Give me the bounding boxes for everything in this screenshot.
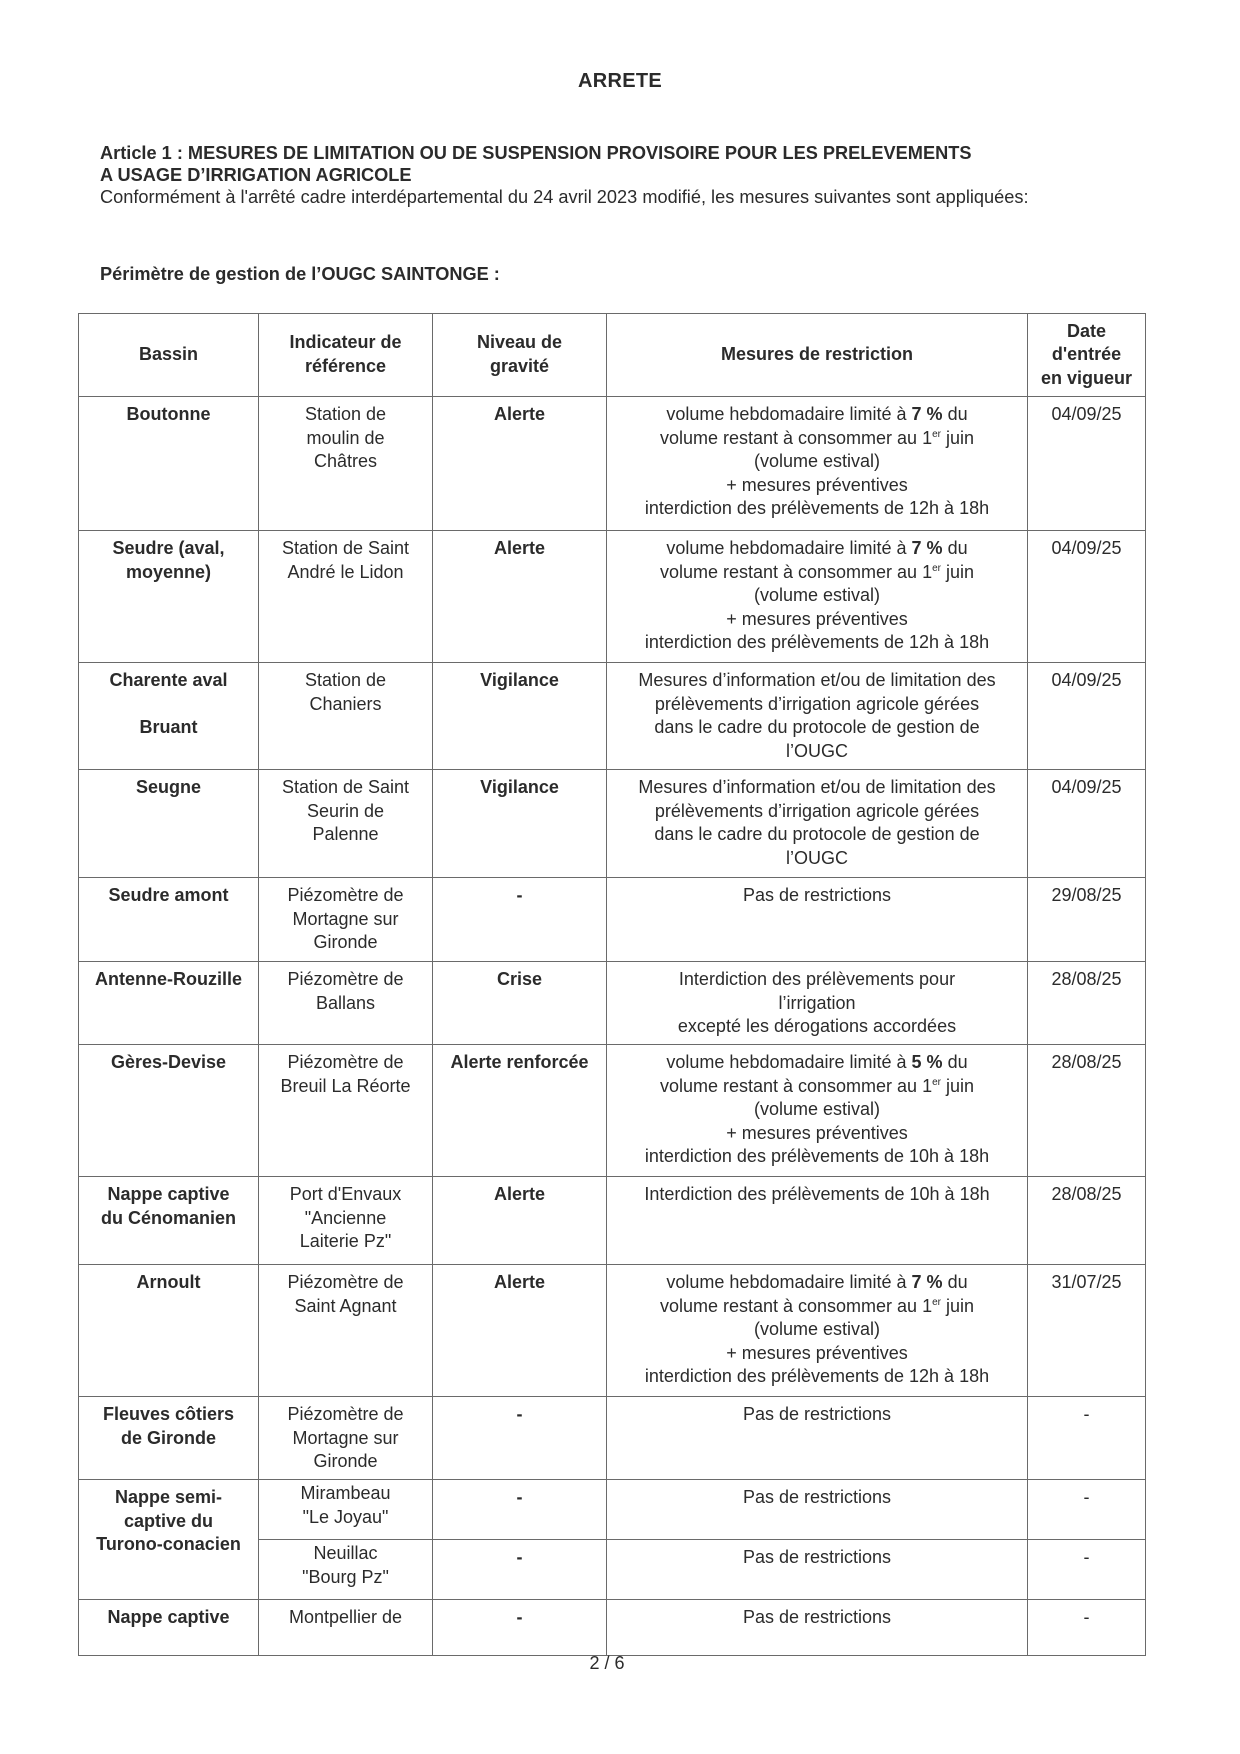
cell-mesures: volume hebdomadaire limité à 7 % du volume restant à consommer au 1er juin (volume estival) + mesures préventives interdiction des prélèvements de 12h à 18h [607,397,1028,531]
cell-bassin: Seudre (aval, moyenne) [79,531,259,663]
cell-niveau: - [433,1397,607,1480]
cell-niveau: - [433,878,607,962]
cell-mesures: volume hebdomadaire limité à 7 % du volume restant à consommer au 1er juin (volume estival) + mesures préventives interdiction des prélèvements de 12h à 18h [607,1265,1028,1397]
cell-bassin: Seudre amont [79,878,259,962]
cell-niveau: - [433,1600,607,1656]
table-row [79,1045,1146,1177]
cell-indicateur: Station de Chaniers [259,663,433,770]
header-niveau: Niveau de gravité [433,314,607,397]
cell-mesures: Pas de restrictions [607,1397,1028,1480]
document-title: ARRETE [577,70,663,92]
cell-bassin: Nappe semi- captive du Turono-conacien [79,1480,259,1600]
cell-bassin: Antenne-Rouzille [79,962,259,1045]
cell-niveau: Alerte [433,1177,607,1265]
restriction-table [78,313,1146,1656]
cell-indicateur: Piézomètre de Saint Agnant [259,1265,433,1397]
table-row [79,878,1146,962]
table-header-row [79,314,1146,397]
cell-mesures: Pas de restrictions [607,1540,1028,1600]
table-row [79,1600,1146,1656]
cell-date: 28/08/25 [1028,1177,1146,1265]
table-row [79,1480,1146,1540]
cell-date: 28/08/25 [1028,962,1146,1045]
cell-mesures: Interdiction des prélèvements de 10h à 18h [607,1177,1028,1265]
article-1 [100,142,1146,208]
cell-date: - [1028,1540,1146,1600]
cell-niveau: Alerte [433,531,607,663]
cell-bassin: Fleuves côtiers de Gironde [79,1397,259,1480]
cell-indicateur: Port d'Envaux "Ancienne Laiterie Pz" [259,1177,433,1265]
cell-mesures: Pas de restrictions [607,878,1028,962]
table-row [79,397,1146,531]
cell-indicateur: Neuillac "Bourg Pz" [259,1540,433,1600]
cell-niveau: Alerte [433,1265,607,1397]
cell-date: 31/07/25 [1028,1265,1146,1397]
table-row [79,531,1146,663]
table-row [79,770,1146,878]
table-row [79,1265,1146,1397]
table-row [79,663,1146,770]
cell-date: 04/09/25 [1028,397,1146,531]
cell-indicateur: Station de Saint Seurin de Palenne [259,770,433,878]
cell-date: 04/09/25 [1028,770,1146,878]
cell-mesures: Pas de restrictions [607,1480,1028,1540]
cell-niveau: Crise [433,962,607,1045]
cell-date: - [1028,1397,1146,1480]
header-date: Date d'entrée en vigueur [1028,314,1146,397]
cell-mesures: volume hebdomadaire limité à 7 % du volume restant à consommer au 1er juin (volume estival) + mesures préventives interdiction des prélèvements de 12h à 18h [607,531,1028,663]
cell-indicateur: Station de Saint André le Lidon [259,531,433,663]
cell-bassin: Boutonne [79,397,259,531]
table-row [79,962,1146,1045]
cell-mesures: Interdiction des prélèvements pour l’irrigation excepté les dérogations accordées [607,962,1028,1045]
cell-bassin: Gères-Devise [79,1045,259,1177]
article-heading-line-1: Article 1 : MESURES DE LIMITATION OU DE SUSPENSION PROVISOIRE POUR LES PRELEVEMENTS [100,143,972,163]
cell-niveau: - [433,1480,607,1540]
cell-niveau: Alerte renforcée [433,1045,607,1177]
cell-date: 04/09/25 [1028,531,1146,663]
article-heading [100,142,1146,186]
cell-date: - [1028,1600,1146,1656]
cell-niveau: Vigilance [433,770,607,878]
table-row [79,1177,1146,1265]
header-mesures: Mesures de restriction [607,314,1028,397]
cell-bassin: Nappe captive [79,1600,259,1656]
cell-bassin: Charente aval Bruant [79,663,259,770]
page-number: 2 / 6 [589,1653,625,1673]
cell-indicateur: Mirambeau "Le Joyau" [259,1480,433,1540]
table-row [79,1397,1146,1480]
cell-date: 28/08/25 [1028,1045,1146,1177]
cell-niveau: - [433,1540,607,1600]
article-heading-line-2: A USAGE D’IRRIGATION AGRICOLE [100,165,412,185]
cell-indicateur: Montpellier de [259,1600,433,1656]
cell-indicateur: Piézomètre de Mortagne sur Gironde [259,1397,433,1480]
header-bassin: Bassin [79,314,259,397]
cell-indicateur: Piézomètre de Ballans [259,962,433,1045]
perimeter-heading: Périmètre de gestion de l’OUGC SAINTONGE : [100,264,500,284]
cell-date: 04/09/25 [1028,663,1146,770]
cell-indicateur: Piézomètre de Mortagne sur Gironde [259,878,433,962]
cell-indicateur: Station de moulin de Châtres [259,397,433,531]
cell-bassin: Nappe captive du Cénomanien [79,1177,259,1265]
cell-bassin: Seugne [79,770,259,878]
cell-date: 29/08/25 [1028,878,1146,962]
cell-mesures: Pas de restrictions [607,1600,1028,1656]
cell-date: - [1028,1480,1146,1540]
cell-mesures: Mesures d’information et/ou de limitation des prélèvements d’irrigation agricole gérées dans le cadre du protocole de gestion de l’OUGC [607,663,1028,770]
cell-niveau: Alerte [433,397,607,531]
cell-niveau: Vigilance [433,663,607,770]
article-intro: Conformément à l'arrêté cadre interdépartemental du 24 avril 2023 modifié, les mesures suivantes sont appliquées: [100,187,1029,207]
cell-bassin: Arnoult [79,1265,259,1397]
cell-mesures: Mesures d’information et/ou de limitation des prélèvements d’irrigation agricole gérées dans le cadre du protocole de gestion de l’OUGC [607,770,1028,878]
header-indicateur: Indicateur de référence [259,314,433,397]
cell-mesures: volume hebdomadaire limité à 5 % du volume restant à consommer au 1er juin (volume estival) + mesures préventives interdiction des prélèvements de 10h à 18h [607,1045,1028,1177]
cell-indicateur: Piézomètre de Breuil La Réorte [259,1045,433,1177]
